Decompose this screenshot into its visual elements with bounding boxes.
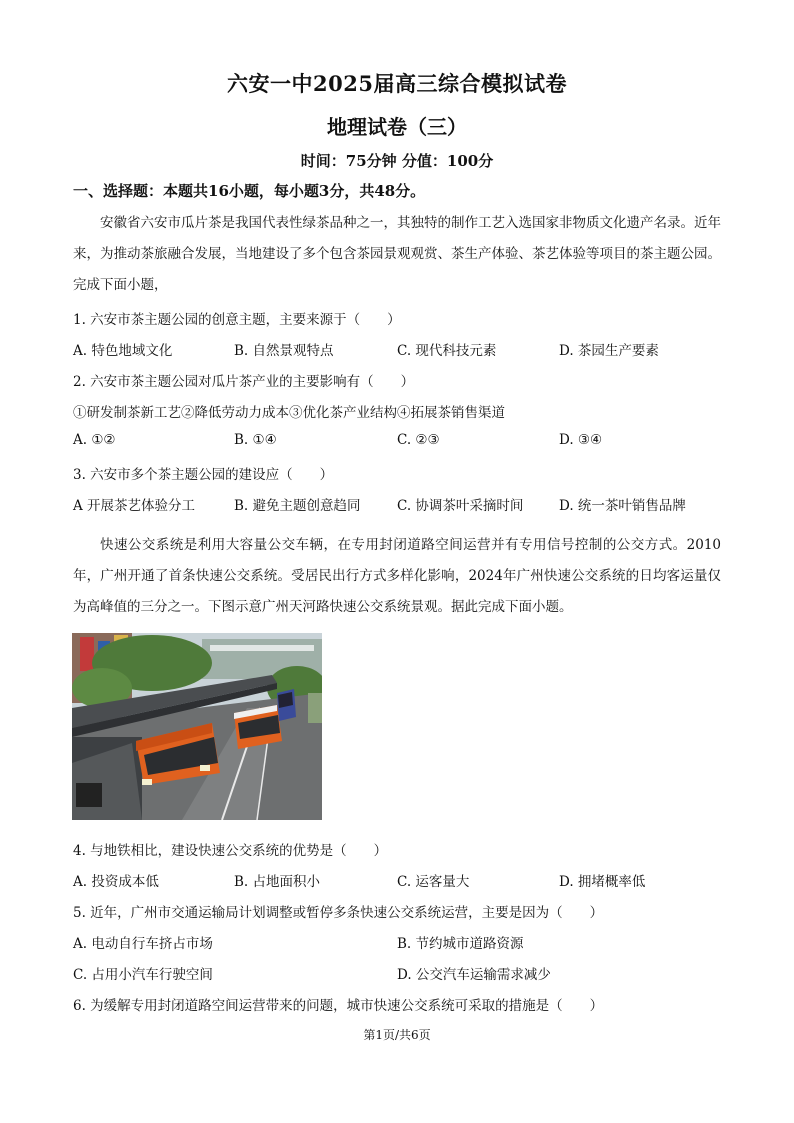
q1-option-c[interactable]: C. 现代科技元素: [397, 343, 497, 359]
q2-option-c[interactable]: C. ②③: [397, 432, 440, 448]
q2-option-d[interactable]: D. ③④: [559, 432, 603, 448]
q3-option-c[interactable]: C. 协调茶叶采摘时间: [397, 498, 524, 514]
brt-photo: [72, 633, 322, 820]
q2-stem: 2. 六安市茶主题公园对瓜片茶产业的主要影响有（ ）: [73, 374, 415, 390]
q3-option-a[interactable]: A 开展茶艺体验分工: [73, 498, 196, 514]
section-heading: 一、选择题：本题共16小题，每小题3分，共48分。: [73, 182, 426, 200]
q3-stem: 3. 六安市多个茶主题公园的建设应（ ）: [73, 467, 334, 483]
exam-subtitle: 地理试卷（三）: [327, 115, 467, 139]
q4-option-d[interactable]: D. 拥堵概率低: [559, 874, 646, 890]
q3-option-b[interactable]: B. 避免主题创意趋同: [234, 498, 361, 514]
exam-meta: 时间：75分钟 分值：100分: [300, 152, 494, 170]
q3-option-d[interactable]: D. 统一茶叶销售品牌: [559, 498, 686, 514]
q1-option-a[interactable]: A. 特色地域文化: [73, 343, 173, 359]
q5-option-d[interactable]: D. 公交汽车运输需求减少: [397, 967, 551, 983]
page-footer: 第1页/共6页: [363, 1028, 431, 1042]
q4-option-a[interactable]: A. 投资成本低: [73, 874, 159, 890]
q5-option-b[interactable]: B. 节约城市道路资源: [397, 936, 524, 952]
passage-brt: 快速公交系统是利用大容量公交车辆，在专用封闭道路空间运营并有专用信号控制的公交方式。2010年，广州开通了首条快速公交系统。受居民出行方式多样化影响，2024年广州快速公交系统的日均客运量仅为高峰值的三分之一。下图示意广州天河路快速公交系统景观。据此完成下面小题。: [73, 537, 721, 615]
q2-option-a[interactable]: A. ①②: [73, 432, 116, 448]
q5-stem: 5. 近年，广州市交通运输局计划调整或暂停多条快速公交系统运营，主要是因为（ ）: [73, 905, 604, 921]
q1-option-d[interactable]: D. 茶园生产要素: [559, 343, 659, 359]
exam-title: 六安一中2025届高三综合模拟试卷: [227, 71, 567, 96]
q2-items: ①研发制茶新工艺②降低劳动力成本③优化茶产业结构④拓展茶销售渠道: [73, 405, 505, 421]
q2-option-b[interactable]: B. ①④: [234, 432, 277, 448]
q4-stem: 4. 与地铁相比，建设快速公交系统的优势是（ ）: [73, 843, 388, 859]
q1-option-b[interactable]: B. 自然景观特点: [234, 343, 334, 359]
passage-tea: 安徽省六安市瓜片茶是我国代表性绿茶品种之一，其独特的制作工艺入选国家非物质文化遗产名录。近年来，为推动茶旅融合发展，当地建设了多个包含茶园景观观赏、茶生产体验、茶艺体验等项目的茶主题公园。完成下面小题，: [73, 215, 721, 293]
q5-option-c[interactable]: C. 占用小汽车行驶空间: [73, 967, 213, 983]
q5-option-a[interactable]: A. 电动自行车挤占市场: [73, 936, 213, 952]
q6-stem: 6. 为缓解专用封闭道路空间运营带来的问题，城市快速公交系统可采取的措施是（ ）: [73, 998, 604, 1014]
q4-option-b[interactable]: B. 占地面积小: [234, 874, 321, 890]
q4-option-c[interactable]: C. 运客量大: [397, 874, 470, 890]
q1-stem: 1. 六安市茶主题公园的创意主题，主要来源于（ ）: [73, 312, 401, 328]
